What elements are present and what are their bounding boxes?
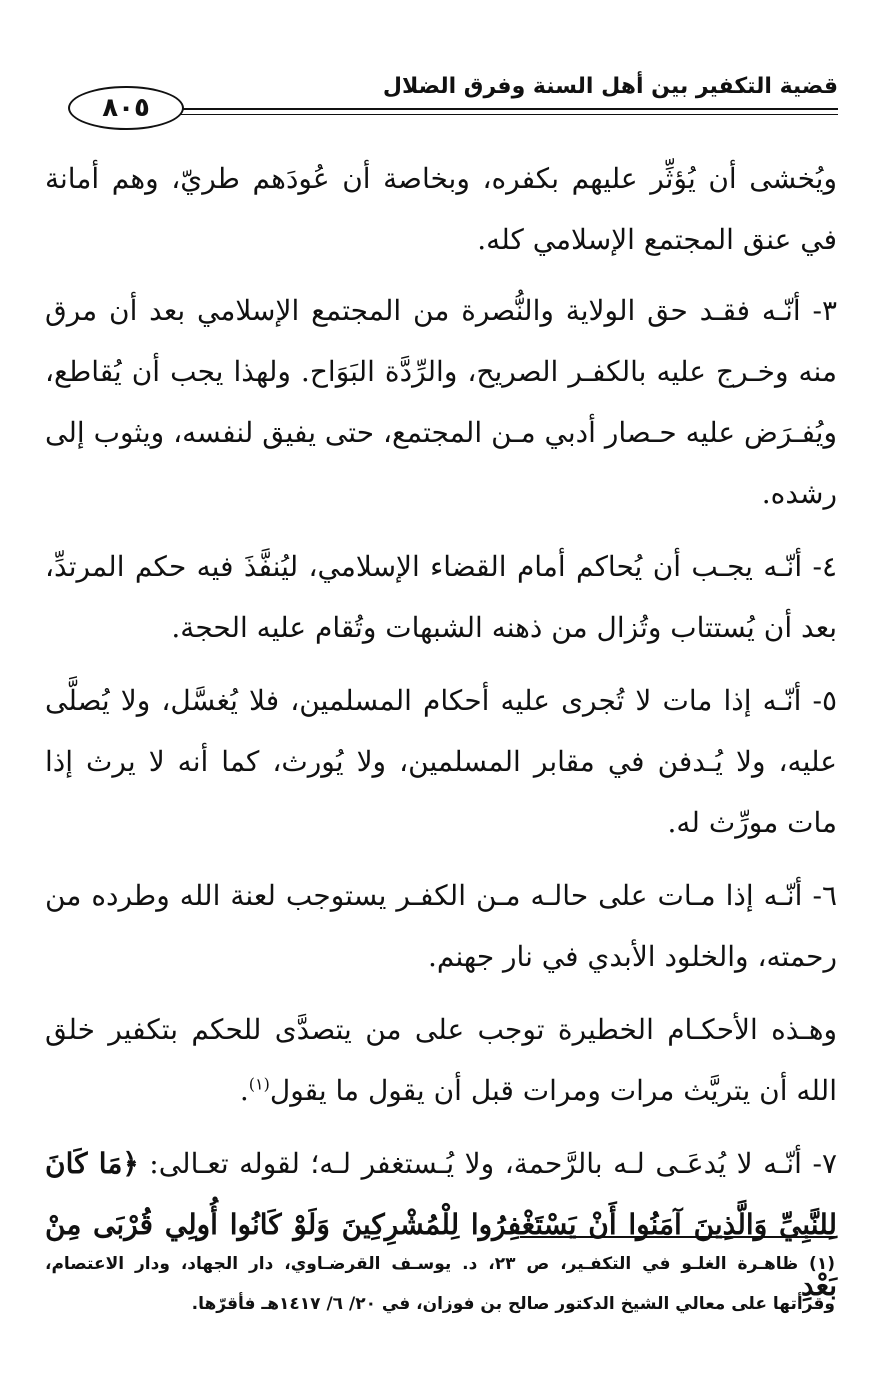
main-text [45, 148, 837, 1328]
footnote-reference[interactable]: (١) [248, 1074, 270, 1094]
header-rule [158, 108, 838, 115]
paragraph: ويُخشى أن يُؤثِّر عليهم بكفره، وبخاصة أن عُودَهم طريّ، وهم أمانة في عنق المجتمع الإسلامي كله. [45, 162, 837, 256]
footnote: (١) ظاهـرة الغلـو في التكفـير، ص ٢٣، د. يوسـف القرضـاوي، دار الجهاد، ودار الاعتصام، وقرأتها على معالي الشيخ الدكتور صالح بن فوزان، في ٢٠/ ٦/ ١٤١٧هـ فأقرّها. [45, 1254, 836, 1314]
paragraph-text: وهـذه الأحكـام الخطيرة توجب على من يتصدَّى للحكم بتكفير خلق الله أن يتريَّث مرات ومرات قبل أن يقول ما يقول [45, 1013, 837, 1107]
paragraph: ٦- أنّـه إذا مـات على حالـه مـن الكفـر يستوجب لعنة الله وطرده من رحمته، والخلود الأبدي في نار جهنم. [45, 879, 837, 973]
page-header [68, 72, 838, 128]
page-number: ٨٠٥ [68, 86, 184, 130]
paragraph: ٣- أنّـه فقـد حق الولاية والنُّصرة من المجتمع الإسلامي بعد أن مرق منه وخـرج عليه بالكفـر الصريح، والرِّدَّة البَوَاح. ولهذا يجب أن يُقاطع، ويُفـرَض عليه حـصار أدبي مـن المجتمع، حتى يفيق لنفسه، ويثوب إلى رشده. [45, 294, 837, 510]
paragraph: ٥- أنّـه إذا مات لا تُجرى عليه أحكام المسلمين، فلا يُغسَّل، ولا يُصلَّى عليه، ولا يُـدفن في مقابر المسلمين، ولا يُورث، كما أنه لا يرث إذا مات مورِّث له. [45, 684, 837, 839]
footnote-separator [520, 1236, 835, 1238]
quran-verse: ﴿مَا كَانَ لِلنَّبِيِّ وَالَّذِينَ آمَنُوا أَنْ يَسْتَغْفِرُوا لِلْمُشْرِكِينَ وَلَوْ كَانُوا أُولِي قُرْبَى مِنْ بَعْدِ [45, 1147, 837, 1302]
paragraph-text: ٧- أنّـه لا يُدعَـى لـه بالرَّحمة، ولا يُـستغفر لـه؛ لقوله تعـالى: [138, 1147, 837, 1180]
paragraph [45, 999, 837, 1121]
paragraph: ٤- أنّـه يجـب أن يُحاكم أمام القضاء الإسلامي، ليُنفَّذَ فيه حكم المرتدِّ، بعد أن يُستتاب وتُزال من ذهنه الشبهات وتُقام عليه الحجة. [45, 550, 837, 644]
running-title: قضية التكفير بين أهل السنة وفرق الضلال [382, 74, 838, 99]
paragraph-end: . [239, 1074, 249, 1107]
footnotes [45, 1244, 835, 1324]
